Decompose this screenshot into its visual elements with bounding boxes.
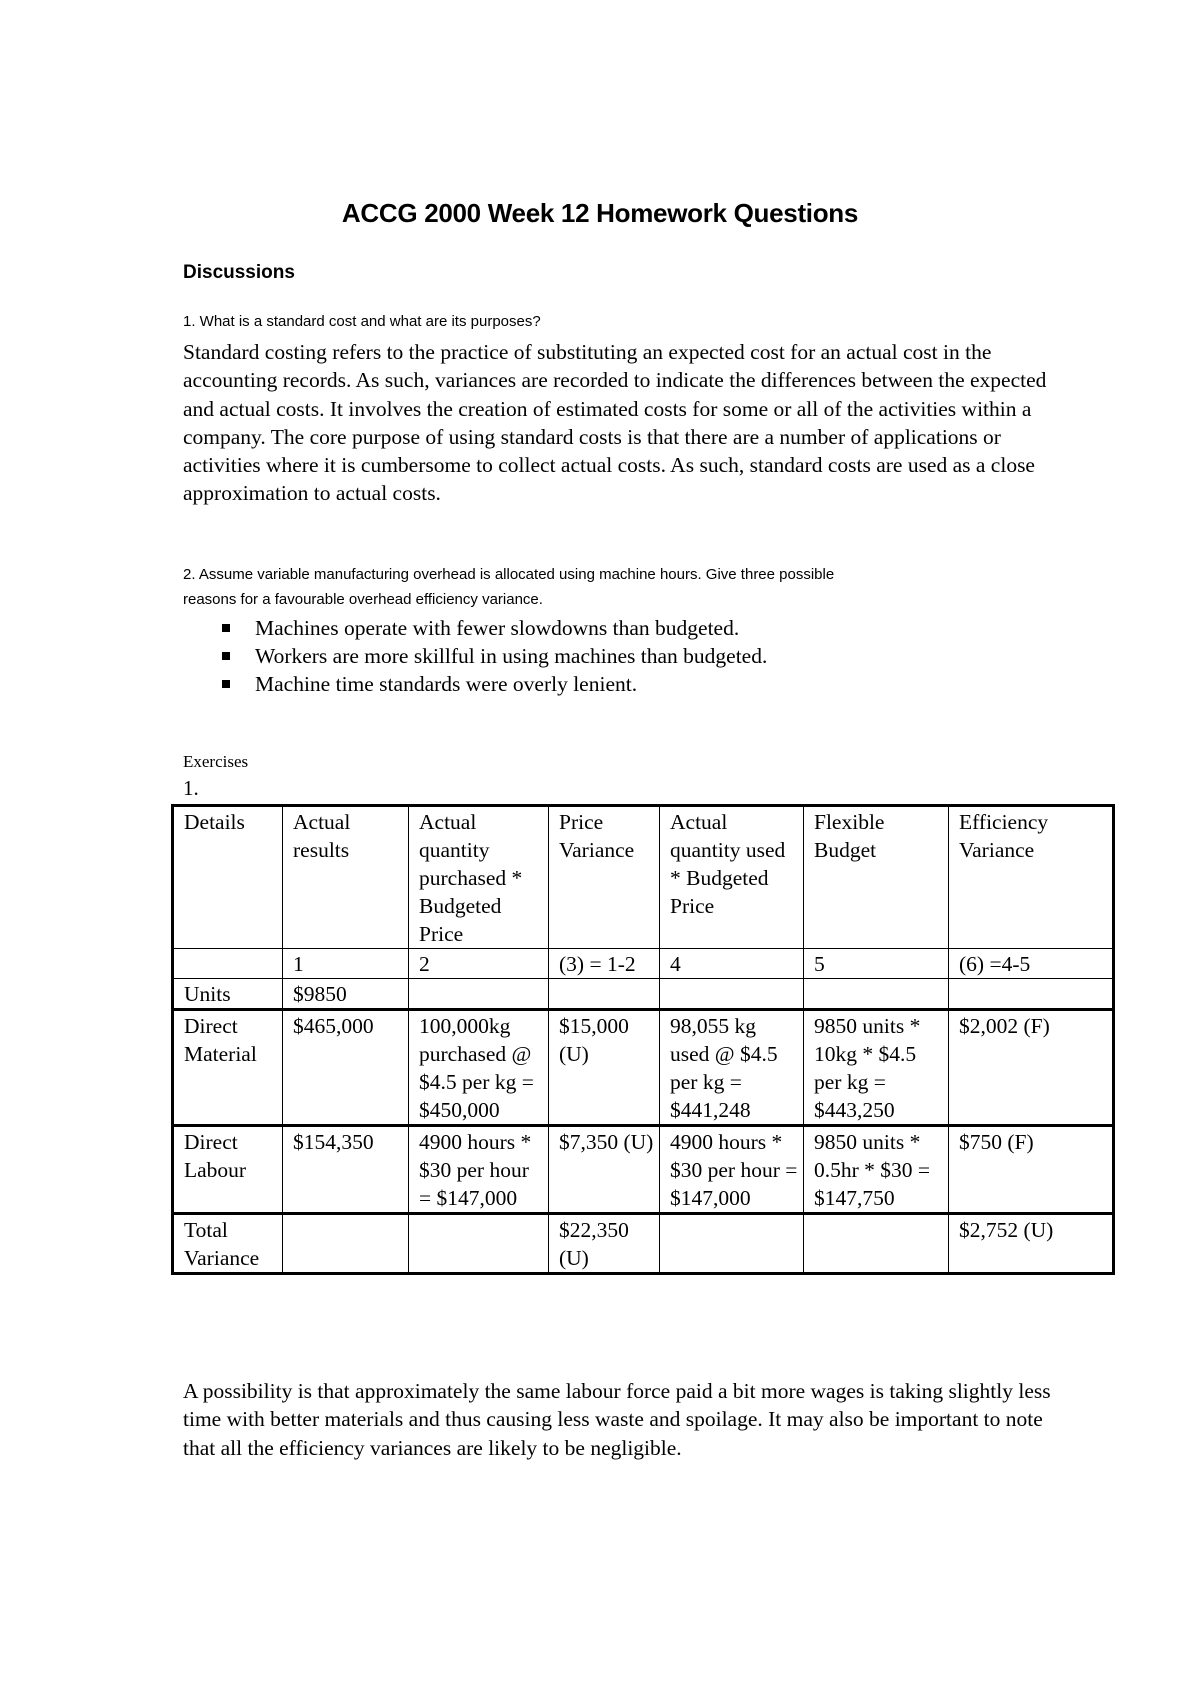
table-row-direct-labour (173, 1126, 1114, 1214)
bullet-text: Machines operate with fewer slowdowns than budgeted. (255, 616, 740, 640)
table-cell: 9850 units * 0.5hr * $30 = $147,750 (804, 1126, 949, 1214)
answer-2-bullet-list (218, 614, 767, 698)
table-cell: Direct Material (173, 1010, 283, 1126)
table-cell: (3) = 1-2 (549, 949, 660, 979)
answer-1: Standard costing refers to the practice of substituting an expected cost for an actual cost in the accounting records. As such, variances are recorded to indicate the differences between the expected and actual costs. It involves the creation of estimated costs for some or all of the activities within a company. The core purpose of using standard costs is that there are a number of applications or activities where it is cumbersome to collect actual costs. As such, standard costs are used as a close approximation to actual costs. (183, 340, 1047, 506)
table-cell: $15,000 (U) (549, 1010, 660, 1126)
conclusion-paragraph: A possibility is that approximately the same labour force paid a bit more wages is taking slightly less time with better materials and thus causing less waste and spoilage. It may also be important to note that all the efficiency variances are likely to be negligible. (183, 1379, 1051, 1460)
table-cell (409, 979, 549, 1010)
header-cell: Price Variance (549, 806, 660, 949)
table-cell: 4 (660, 949, 804, 979)
table-cell (949, 979, 1114, 1010)
table-cell: Direct Labour (173, 1126, 283, 1214)
header-cell: Efficiency Variance (949, 806, 1114, 949)
table-cell: 100,000kg purchased @ $4.5 per kg = $450,000 (409, 1010, 549, 1126)
header-cell: Actual results (283, 806, 409, 949)
bullet-item (218, 614, 767, 642)
exercises-heading: Exercises (183, 752, 249, 771)
header-cell: Actual quantity used * Budgeted Price (660, 806, 804, 949)
table-cell: 5 (804, 949, 949, 979)
table-cell: $22,350 (U) (549, 1214, 660, 1274)
table-cell: $9850 (283, 979, 409, 1010)
square-bullet-icon (222, 680, 230, 688)
table-cell: 98,055 kg used @ $4.5 per kg = $441,248 (660, 1010, 804, 1126)
table-cell: 4900 hours * $30 per hour = $147,000 (660, 1126, 804, 1214)
table-cell (549, 979, 660, 1010)
bullet-item (218, 642, 767, 670)
table-header-row (173, 806, 1114, 949)
header-cell: Actual quantity purchased * Budgeted Price (409, 806, 549, 949)
exercise-number: 1. (183, 776, 199, 800)
header-cell: Details (173, 806, 283, 949)
question-1: 1. What is a standard cost and what are its purposes? (183, 313, 541, 330)
table-cell (660, 979, 804, 1010)
table-cell: $2,002 (F) (949, 1010, 1114, 1126)
table-cell: $750 (F) (949, 1126, 1114, 1214)
table-cell: $154,350 (283, 1126, 409, 1214)
table-cell: Units (173, 979, 283, 1010)
square-bullet-icon (222, 624, 230, 632)
bullet-item (218, 670, 767, 698)
table-cell: $7,350 (U) (549, 1126, 660, 1214)
question-2-line-1: 2. Assume variable manufacturing overhead is allocated using machine hours. Give three possible (183, 566, 835, 583)
question-2-line-2: reasons for a favourable overhead efficiency variance. (183, 591, 543, 608)
table-cell: $465,000 (283, 1010, 409, 1126)
table-cell: 4900 hours * $30 per hour = $147,000 (409, 1126, 549, 1214)
table-cell: 2 (409, 949, 549, 979)
table-cell: 9850 units * 10kg * $4.5 per kg = $443,250 (804, 1010, 949, 1126)
table-cell (409, 1214, 549, 1274)
table-cell: $2,752 (U) (949, 1214, 1114, 1274)
table-cell: (6) =4-5 (949, 949, 1114, 979)
variance-table (171, 804, 1115, 1275)
table-row-total-variance (173, 1214, 1114, 1274)
table-cell: 1 (283, 949, 409, 979)
document-title: ACCG 2000 Week 12 Homework Questions (341, 198, 859, 228)
question-2 (183, 562, 834, 612)
table-row-units (173, 979, 1114, 1010)
table-cell (283, 1214, 409, 1274)
table-cell: Total Variance (173, 1214, 283, 1274)
square-bullet-icon (222, 652, 230, 660)
discussions-heading: Discussions (183, 262, 295, 283)
table-cell (804, 979, 949, 1010)
table-row-direct-material (173, 1010, 1114, 1126)
table-cell (804, 1214, 949, 1274)
table-row-refs (173, 949, 1114, 979)
bullet-text: Workers are more skillful in using machines than budgeted. (255, 644, 768, 668)
table-cell (173, 949, 283, 979)
bullet-text: Machine time standards were overly lenient. (255, 672, 638, 696)
header-cell: Flexible Budget (804, 806, 949, 949)
table-cell (660, 1214, 804, 1274)
